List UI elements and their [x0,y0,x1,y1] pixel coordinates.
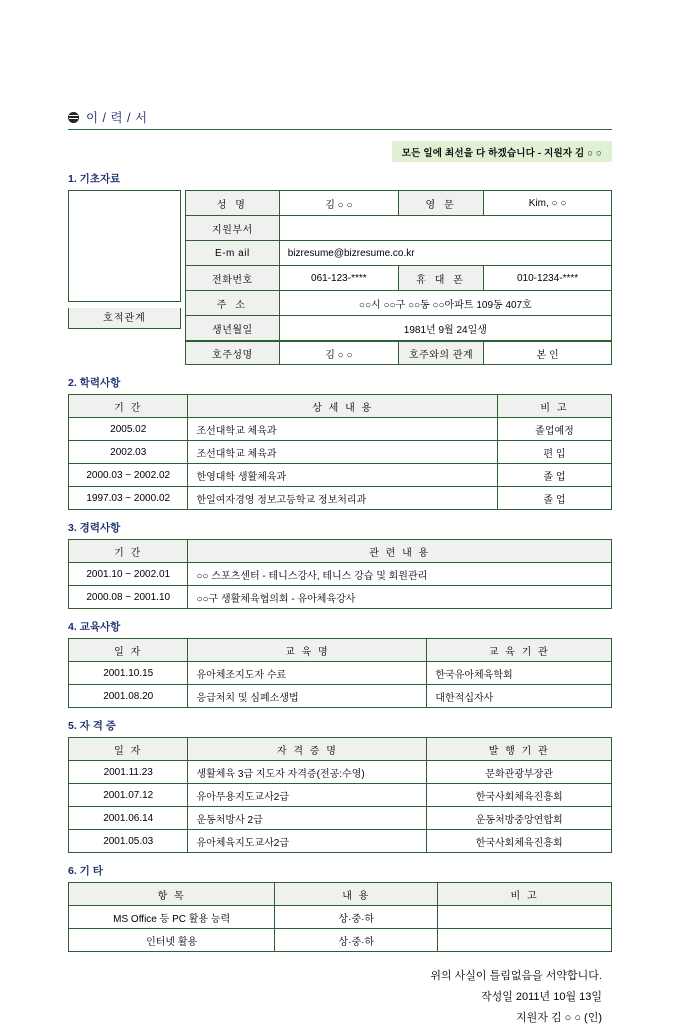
col-remarks: 비 고 [497,395,611,418]
basic-info-table [185,190,612,341]
table-row [186,216,612,241]
label-department: 지원부서 [186,216,280,241]
cell-institution: 한국유아체육학회 [427,662,612,685]
table-row [69,906,612,929]
value-name: 김 ○ ○ [279,191,398,216]
cell-remarks [438,929,612,952]
cell-issuer: 한국사회체육진흥회 [427,784,612,807]
section-heading-etc: 6. 기 타 [68,865,103,877]
col-period: 기 간 [69,395,188,418]
photo-column [68,190,181,365]
written-date: 작성일 2011년 10월 13일 [480,991,602,1003]
table-row [186,316,612,341]
career-table [68,539,612,609]
cell-issuer: 문화관광부장관 [427,761,612,784]
table-row [186,241,612,266]
table-header-row [69,639,612,662]
label-email: E-m ail [186,241,280,266]
basic-info-block [68,190,612,365]
cell-remarks: 졸 업 [497,464,611,487]
table-row [69,662,612,685]
education-table [68,394,612,510]
label-birthdate: 생년월일 [186,316,280,341]
table-row [69,487,612,510]
table-row [186,266,612,291]
label-mobile: 휴 대 폰 [398,266,483,291]
cell-remarks: 졸업예정 [497,418,611,441]
table-row [69,784,612,807]
etc-table [68,882,612,952]
section-heading-training: 4. 교육사항 [68,621,121,633]
label-english-name: 영 문 [398,191,483,216]
cell-item: MS Office 등 PC 활용 능력 [69,906,275,929]
col-remarks: 비 고 [438,883,612,906]
col-date: 일 자 [69,639,188,662]
cell-period: 2000.03 ~ 2002.02 [69,464,188,487]
label-name: 성 명 [186,191,280,216]
cell-date: 2001.05.03 [69,830,188,853]
page-title: 이 / 력 / 서 [86,111,148,125]
applicant-signature: 지원자 김 ○ ○ (인) [516,1012,602,1024]
col-certificate-name: 자 격 증 명 [188,738,427,761]
table-row [69,586,612,609]
section-heading-certificates: 5. 자 격 증 [68,720,116,732]
value-birthdate: 1981년 9월 24일생 [279,316,611,341]
cell-details: 조선대학교 체육과 [188,441,498,464]
cell-period: 2000.08 ~ 2001.10 [69,586,188,609]
cell-remarks [438,906,612,929]
table-row [69,830,612,853]
table-header-row [69,738,612,761]
slogan-badge: 모든 일에 최선을 다 하겠습니다 - 지원자 김 ○ ○ [392,141,612,162]
table-row [186,342,612,365]
cell-institution: 대한적십자사 [427,685,612,708]
table-row [69,685,612,708]
value-address: ○○시 ○○구 ○○동 ○○아파트 109동 407호 [279,291,611,316]
table-row [69,563,612,586]
cell-certificate-name: 유아무용지도교사2급 [188,784,427,807]
value-mobile: 010-1234-**** [484,266,612,291]
cell-content: 상·중·하 [275,906,438,929]
title-divider [68,129,612,130]
cell-period: 2002.03 [69,441,188,464]
cell-date: 2001.08.20 [69,685,188,708]
cell-date: 2001.06.14 [69,807,188,830]
training-table [68,638,612,708]
cell-date: 2001.07.12 [69,784,188,807]
col-date: 일 자 [69,738,188,761]
section-heading-education: 2. 학력사항 [68,377,121,389]
cell-certificate-name: 운동처방사 2급 [188,807,427,830]
hojeok-table [185,341,612,365]
cell-details: 한영대학 생활체육과 [188,464,498,487]
value-department [279,216,611,241]
photo-placeholder [68,190,181,302]
label-relation: 호주와의 관계 [398,342,483,365]
value-phone: 061-123-**** [279,266,398,291]
cell-training-name: 응급처치 및 심폐소생법 [188,685,427,708]
cell-period: 2005.02 [69,418,188,441]
cell-period: 1997.03 ~ 2000.02 [69,487,188,510]
cell-remarks: 편 입 [497,441,611,464]
table-header-row [69,540,612,563]
col-training-name: 교 육 명 [188,639,427,662]
table-row [186,291,612,316]
col-related-content: 관 련 내 용 [188,540,612,563]
cell-period: 2001.10 ~ 2002.01 [69,563,188,586]
hojeok-relation-label: 호적관계 [68,308,181,329]
col-item: 항 목 [69,883,275,906]
cell-content: ○○ 스포츠센터 - 테니스강사, 테니스 강습 및 회원관리 [188,563,612,586]
col-details: 상 세 내 용 [188,395,498,418]
table-row [69,441,612,464]
table-header-row [69,395,612,418]
table-row [69,418,612,441]
table-row [69,464,612,487]
table-row [186,191,612,216]
cell-content: 상·중·하 [275,929,438,952]
col-institution: 교 육 기 관 [427,639,612,662]
certificates-table [68,737,612,853]
value-english-name: Kim, ○ ○ [484,191,612,216]
table-row [69,761,612,784]
cell-certificate-name: 생활체육 3급 지도자 자격증(전공:수영) [188,761,427,784]
document-title [68,108,612,129]
label-phone: 전화번호 [186,266,280,291]
section-heading-career: 3. 경력사항 [68,522,121,534]
section-heading-basic: 1. 기초자료 [68,173,121,185]
cell-details: 조선대학교 체육과 [188,418,498,441]
cell-remarks: 졸 업 [497,487,611,510]
cell-certificate-name: 유아체육지도교사2급 [188,830,427,853]
globe-icon [68,112,79,123]
col-content: 내 용 [275,883,438,906]
cell-issuer: 운동처방중앙연합회 [427,807,612,830]
table-row [69,807,612,830]
cell-training-name: 유아체조지도자 수료 [188,662,427,685]
cell-issuer: 한국사회체육진흥회 [427,830,612,853]
slogan-row [68,141,612,162]
table-header-row [69,883,612,906]
col-issuer: 발 행 기 관 [427,738,612,761]
basic-info-tables [185,190,612,365]
label-address: 주 소 [186,291,280,316]
value-head-of-family: 김 ○ ○ [279,342,398,365]
cell-content: ○○구 생활체육협의회 - 유아체육강사 [188,586,612,609]
cell-date: 2001.10.15 [69,662,188,685]
label-head-of-family: 호주성명 [186,342,280,365]
table-row [69,929,612,952]
col-period: 기 간 [69,540,188,563]
cell-date: 2001.11.23 [69,761,188,784]
value-relation: 본 인 [484,342,612,365]
footer-block [68,966,612,1029]
cell-details: 한일여자경영 정보고등학교 정보처리과 [188,487,498,510]
oath-statement: 위의 사실이 틀림없음을 서약합니다. [430,970,602,982]
value-email: bizresume@bizresume.co.kr [279,241,611,266]
cell-item: 인터넷 활용 [69,929,275,952]
